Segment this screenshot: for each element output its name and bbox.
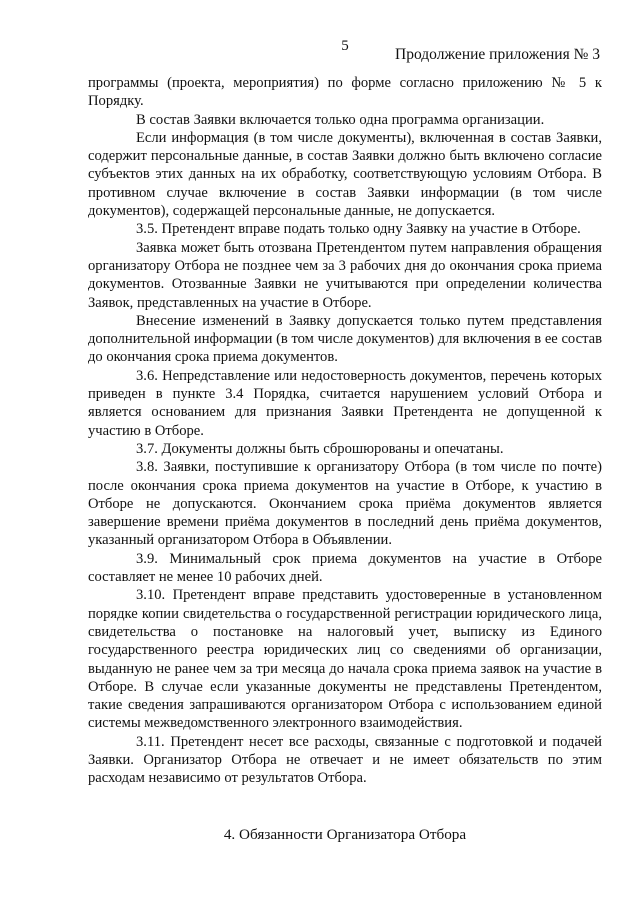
paragraph: 3.5. Претендент вправе подать только одну Заявку на участие в Отборе. (136, 221, 581, 238)
paragraph: Если информация (в том числе документы), включенная в состав Заявки, содержит персональные данные, в состав Заявки должно быть включено согласие субъектов этих данных на их обработку, соответствующую условиям Отбора. В противном случае включение в состав Заявки информации (в том числе документов), содержащей персональные данные, не допускается. (88, 129, 602, 220)
paragraph: 3.6. Непредставление или недостоверность документов, перечень которых приведен в пункте 3.4 Порядка, считается нарушением условий Отбора и является основанием для признания Заявки Претендента не допущенной к участию в Отборе. (88, 367, 602, 439)
paragraph: 3.9. Минимальный срок приема документов на участие в Отборе составляет не менее 10 рабочих дней. (88, 550, 602, 586)
paragraph: Заявка может быть отозвана Претендентом путем направления обращения организатору Отбора не позднее чем за 3 рабочих дня до окончания срока приема документов. Отозванные Заявки не учитываются при определении количества Заявок, представленных на участие в Отборе. (88, 239, 602, 311)
appendix-header: Продолжение приложения № 3 (395, 46, 600, 63)
document-body (88, 74, 602, 788)
paragraph: программы (проекта, мероприятия) по форме согласно приложению № 5 к Порядку. (88, 75, 602, 110)
paragraph: В состав Заявки включается только одна программа организации. (136, 111, 545, 128)
paragraph: 3.10. Претендент вправе представить удостоверенные в установленном порядке копии свидетельства о государственной регистрации юридического лица, свидетельства о постановке на налоговый учет, выписку из Единого государственного реестра юридических лиц со сведениями об организации, выданную не ранее чем за три месяца до начала срока приема заявок на участие в Отборе. В случае если указанные документы не представлены Претендентом, такие сведения запрашиваются организатором Отбора с использованием единой системы межведомственного электронного взаимодействия. (88, 587, 602, 732)
section-heading: 4. Обязанности Организатора Отбора (223, 826, 467, 843)
paragraph: 3.8. Заявки, поступившие к организатору Отбора (в том числе по почте) после окончания срока приема документов на участие в Отборе, к участию в Отборе не допускаются. Окончанием срока приёма документов является завершение времени приёма документов в последний день приёма документов, указанный организатором Отбора в Объявлении. (88, 459, 602, 549)
paragraph: 3.7. Документы должны быть сброшюрованы и опечатаны. (136, 440, 504, 457)
page-number: 5 (341, 38, 349, 54)
paragraph: Внесение изменений в Заявку допускается только путем представления дополнительной информации (в том числе документов) для включения в ее состав до окончания срока приема документов. (88, 312, 602, 366)
paragraph: 3.11. Претендент несет все расходы, связанные с подготовкой и подачей Заявки. Организатор Отбора не отвечает и не имеет обязательств по этим расходам независимо от результатов Отбора. (88, 733, 602, 787)
